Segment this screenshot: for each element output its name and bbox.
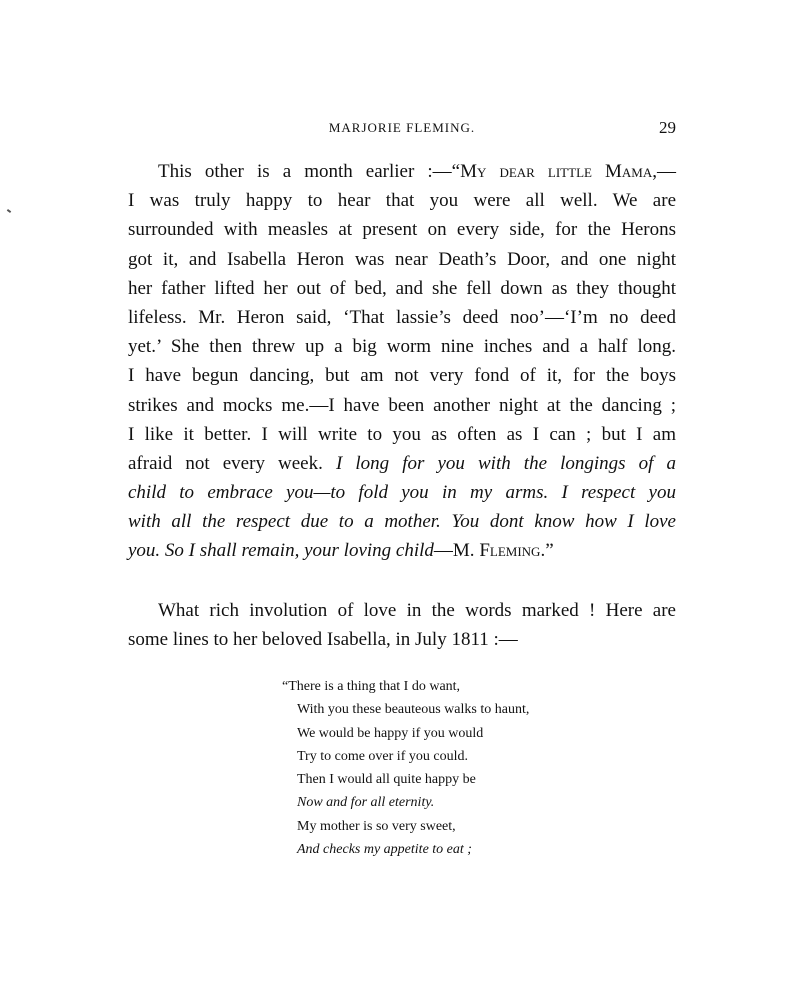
text-run: —M. [433,540,475,562]
commentary-paragraph [128,596,676,654]
poem-line: We would be happy if you would [297,725,484,741]
text-line: I have begun dancing, but am not very fond of it, for the boys [128,365,676,387]
text-line: surrounded with measles at present on every side, for the Herons [128,219,676,241]
poem-line: Now and for all eternity. [297,795,435,811]
signature: Fleming [479,540,541,562]
page-number: 29 [659,118,676,137]
page-speck [7,209,11,213]
italic-run: you. So I shall remain, your loving child [128,540,434,562]
text-line: lifeless. Mr. Heron said, ‘That lassie’s deed noo’—‘I’m no deed [128,306,676,328]
text-line: strikes and mocks me.—I have been another night at the dancing ; [128,394,676,416]
text-line: with all the respect due to a mother. You dont know how I love [128,511,676,533]
text-line: some lines to her beloved Isabella, in July 1811 :— [128,629,518,651]
running-head [128,118,676,138]
salutation: My dear little Mama, [460,161,657,182]
poem-line: And checks my appetite to eat ; [297,842,472,858]
text-run: .” [540,540,554,562]
poem-line: Try to come over if you could. [297,748,468,764]
poem-line: “There is a thing that I do want, [282,679,461,694]
poem [282,675,602,861]
text-line: I was truly happy to hear that you were all well. We are [128,190,676,212]
text-line [128,536,676,565]
poem-line: With you these beauteous walks to haunt, [297,702,530,718]
text-line: What rich involution of love in the words marked ! Here are [158,600,676,621]
letter-paragraph [128,157,676,566]
text-line: yet.’ She then threw up a big worm nine inches and a half long. [128,336,676,358]
text-run: — [657,161,676,182]
running-title: MARJORIE FLEMING. [328,120,476,135]
poem-line: Then I would all quite happy be [297,772,476,788]
text-line: child to embrace you—to fold you in my arms. I respect you [128,482,676,504]
text-line [128,157,676,186]
text-line: I like it better. I will write to you as often as I can ; but I am [128,423,676,445]
text-line: got it, and Isabella Heron was near Death’s Door, and one night [128,248,676,270]
text-line: her father lifted her out of bed, and she fell down as they thought [128,277,676,299]
italic-run: I long for you with the longings of a [335,452,677,474]
text-run: afraid not every week. [128,452,323,474]
text-line [128,449,676,478]
text-run: This other is a month earlier :—“ [158,161,461,182]
poem-line: My mother is so very sweet, [297,818,456,834]
